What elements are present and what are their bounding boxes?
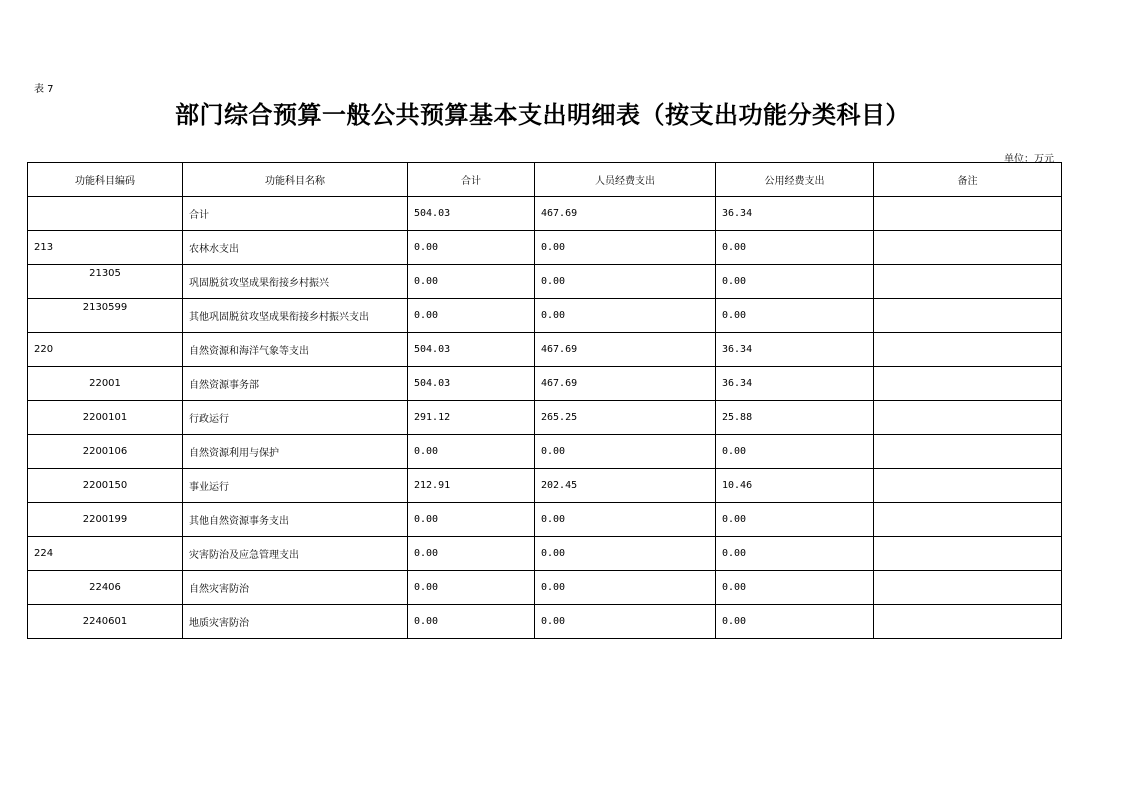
row-name: 自然资源和海洋气象等支出 bbox=[183, 333, 408, 367]
table-row bbox=[28, 197, 1062, 231]
row-public: 0.00 bbox=[716, 537, 874, 571]
row-remark bbox=[874, 367, 1062, 401]
row-public: 0.00 bbox=[716, 503, 874, 537]
row-total: 504.03 bbox=[408, 333, 535, 367]
row-name: 灾害防治及应急管理支出 bbox=[183, 537, 408, 571]
row-code bbox=[28, 197, 183, 231]
row-public: 0.00 bbox=[716, 231, 874, 265]
row-personnel: 0.00 bbox=[535, 571, 716, 605]
row-remark bbox=[874, 231, 1062, 265]
row-code: 21305 bbox=[28, 265, 183, 299]
row-total: 504.03 bbox=[408, 367, 535, 401]
row-personnel: 0.00 bbox=[535, 537, 716, 571]
header-remark: 备注 bbox=[874, 163, 1062, 197]
row-code: 2200199 bbox=[28, 503, 183, 537]
row-personnel: 0.00 bbox=[535, 231, 716, 265]
row-name: 农林水支出 bbox=[183, 231, 408, 265]
row-total: 0.00 bbox=[408, 537, 535, 571]
row-code: 224 bbox=[28, 537, 183, 571]
row-personnel: 265.25 bbox=[535, 401, 716, 435]
row-personnel: 467.69 bbox=[535, 367, 716, 401]
header-total: 合计 bbox=[408, 163, 535, 197]
row-personnel: 0.00 bbox=[535, 265, 716, 299]
row-remark bbox=[874, 605, 1062, 639]
row-code: 2130599 bbox=[28, 299, 183, 333]
page-title: 部门综合预算一般公共预算基本支出明细表（按支出功能分类科目） bbox=[175, 100, 910, 129]
row-code: 2200106 bbox=[28, 435, 183, 469]
row-total: 291.12 bbox=[408, 401, 535, 435]
row-name: 事业运行 bbox=[183, 469, 408, 503]
row-remark bbox=[874, 469, 1062, 503]
row-public: 0.00 bbox=[716, 299, 874, 333]
row-name: 地质灾害防治 bbox=[183, 605, 408, 639]
row-total: 504.03 bbox=[408, 197, 535, 231]
table-number: 表 7 bbox=[34, 84, 54, 95]
table-row bbox=[28, 401, 1062, 435]
row-name: 自然资源事务部 bbox=[183, 367, 408, 401]
row-name: 合计 bbox=[183, 197, 408, 231]
row-remark bbox=[874, 401, 1062, 435]
row-public: 0.00 bbox=[716, 605, 874, 639]
row-name: 自然灾害防治 bbox=[183, 571, 408, 605]
row-name: 其他自然资源事务支出 bbox=[183, 503, 408, 537]
row-remark bbox=[874, 265, 1062, 299]
row-total: 212.91 bbox=[408, 469, 535, 503]
row-total: 0.00 bbox=[408, 265, 535, 299]
expenditure-table bbox=[27, 162, 1062, 639]
row-code: 213 bbox=[28, 231, 183, 265]
table-row bbox=[28, 571, 1062, 605]
row-total: 0.00 bbox=[408, 503, 535, 537]
row-total: 0.00 bbox=[408, 231, 535, 265]
header-name: 功能科目名称 bbox=[183, 163, 408, 197]
row-personnel: 0.00 bbox=[535, 299, 716, 333]
row-name: 行政运行 bbox=[183, 401, 408, 435]
row-name: 巩固脱贫攻坚成果衔接乡村振兴 bbox=[183, 265, 408, 299]
row-personnel: 0.00 bbox=[535, 503, 716, 537]
row-remark bbox=[874, 571, 1062, 605]
row-remark bbox=[874, 435, 1062, 469]
row-personnel: 0.00 bbox=[535, 435, 716, 469]
row-code: 2240601 bbox=[28, 605, 183, 639]
row-public: 36.34 bbox=[716, 333, 874, 367]
table-row bbox=[28, 231, 1062, 265]
header-row bbox=[28, 163, 1062, 197]
row-remark bbox=[874, 197, 1062, 231]
row-total: 0.00 bbox=[408, 571, 535, 605]
row-total: 0.00 bbox=[408, 299, 535, 333]
row-personnel: 0.00 bbox=[535, 605, 716, 639]
row-public: 10.46 bbox=[716, 469, 874, 503]
row-code: 22001 bbox=[28, 367, 183, 401]
row-name: 自然资源利用与保护 bbox=[183, 435, 408, 469]
unit-label: 单位：万元 bbox=[1004, 154, 1054, 165]
row-code: 22406 bbox=[28, 571, 183, 605]
row-remark bbox=[874, 333, 1062, 367]
row-personnel: 467.69 bbox=[535, 197, 716, 231]
row-public: 0.00 bbox=[716, 435, 874, 469]
row-total: 0.00 bbox=[408, 605, 535, 639]
row-public: 0.00 bbox=[716, 571, 874, 605]
header-public: 公用经费支出 bbox=[716, 163, 874, 197]
row-public: 36.34 bbox=[716, 197, 874, 231]
row-code: 220 bbox=[28, 333, 183, 367]
row-personnel: 202.45 bbox=[535, 469, 716, 503]
row-name: 其他巩固脱贫攻坚成果衔接乡村振兴支出 bbox=[183, 299, 408, 333]
table-row bbox=[28, 469, 1062, 503]
row-remark bbox=[874, 299, 1062, 333]
header-code: 功能科目编码 bbox=[28, 163, 183, 197]
table-row bbox=[28, 367, 1062, 401]
row-code: 2200150 bbox=[28, 469, 183, 503]
row-total: 0.00 bbox=[408, 435, 535, 469]
row-public: 0.00 bbox=[716, 265, 874, 299]
table-row bbox=[28, 265, 1062, 299]
table-row bbox=[28, 605, 1062, 639]
table-row bbox=[28, 299, 1062, 333]
table-row bbox=[28, 435, 1062, 469]
row-remark bbox=[874, 537, 1062, 571]
table-row bbox=[28, 503, 1062, 537]
row-remark bbox=[874, 503, 1062, 537]
table-row bbox=[28, 333, 1062, 367]
row-public: 36.34 bbox=[716, 367, 874, 401]
row-code: 2200101 bbox=[28, 401, 183, 435]
row-personnel: 467.69 bbox=[535, 333, 716, 367]
table-row bbox=[28, 537, 1062, 571]
row-public: 25.88 bbox=[716, 401, 874, 435]
header-personnel: 人员经费支出 bbox=[535, 163, 716, 197]
